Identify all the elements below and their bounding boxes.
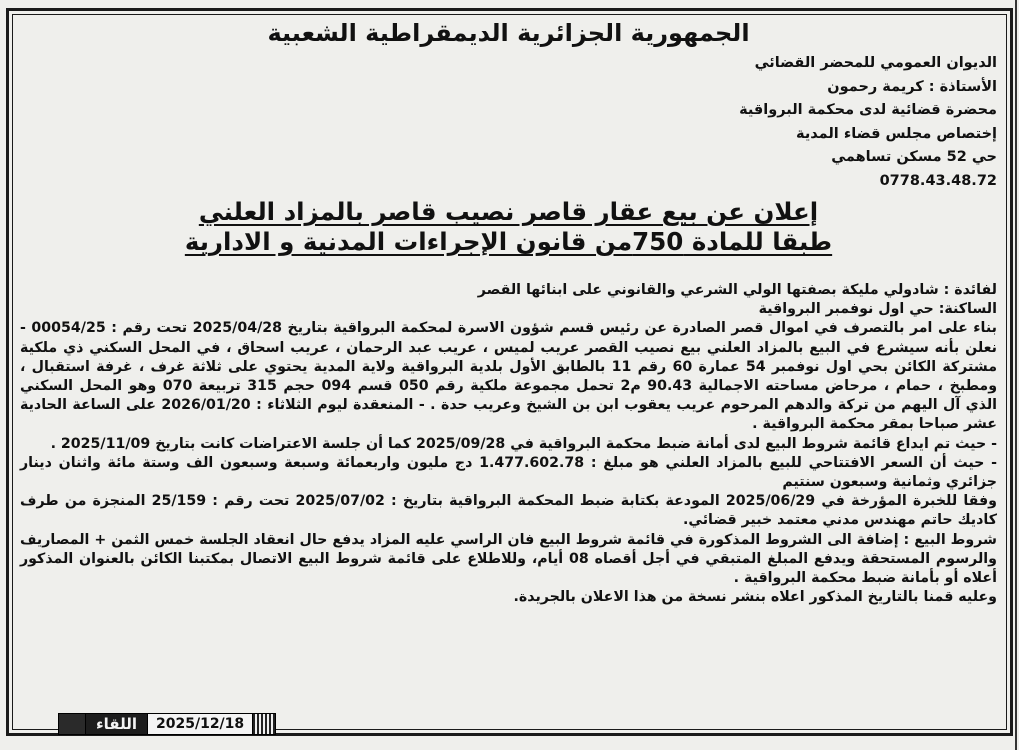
conditions-deposit-paragraph: - حيث تم ايداع قائمة شروط البيع لدى أمانة ضبط محكمة البرواقية في 2025/09/28 كما أن جلسة الاعتراضات كانت بتاريخ 2025/11/09 . — [50, 435, 997, 452]
office-name: الديوان العمومي للمحضر القضائي — [754, 55, 997, 71]
sale-order-paragraph: بناء على امر بالتصرف في اموال قصر الصادرة عن رئيس قسم شؤون الاسرة لمحكمة البرواقية بتاريخ 2025/04/28 تحت رقم : 00054/25 - نعلن بأنه سيشرع في البيع بالمزاد العلني بيع نصيب القصر عريب لميس ، عريب عبد الرحمان ، عريب اسحاق ، في المحل السكني ذي ملكية مشتركة الكائن بحي اول نوفمبر 54 عمارة 60 رقم 11 بالطابق الأول بلدية البرواقية ولاية المدية يحتوي على ثلاثة غرف ، غرفة استقبال ، ومطبخ ، حمام ، مرحاض مساحته الاجمالية 90.43 م2 تحمل مجموعة ملكية رقم 050 قسم 094 حجم 315 تربيعة 070 وهو المحل السكني الذي آل اليهم من تركة والدهم المرحوم عريب يعقوب ابن بن الشيخ وعريب حدة . - المنعقدة ليوم الثلاثاء : 2026/01/20 على الساعة الحادية عشر صباحا بمقر محكمة البرواقية . — [20, 320, 998, 433]
jurisdiction: إختصاص مجلس قضاء المدية — [796, 125, 997, 142]
residence-line: الساكنة: حي اول نوفمبر البرواقية — [758, 301, 997, 318]
publication-date: 2025/12/18 — [148, 713, 253, 735]
newspaper-name: اللقاء — [85, 713, 148, 735]
notice-title-line1: إعلان عن بيع عقار قاصر نصيب قاصر بالمزاد العلني — [198, 197, 819, 226]
office-address: حي 52 مسكن تساهمي — [831, 149, 997, 165]
opening-price-paragraph: - حيث أن السعر الافتتاحي للبيع بالمزاد العلني هو مبلغ : 1.477.602.78 دج مليون واربعمائة وسبعة وسبعون الف وستة مائة واثنان دينار جزائري وثمانية وسبعون سنتيم — [20, 454, 997, 491]
footer-decor-stripes — [253, 713, 276, 735]
notice-body — [20, 281, 997, 607]
court-name: محضرة قضائية لدى محكمة البرواقية — [739, 102, 997, 118]
republic-title: الجمهورية الجزائرية الديمقراطية الشعبية — [267, 19, 750, 47]
phone-number: 0778.43.48.72 — [879, 172, 997, 189]
expertise-paragraph: وفقا للخبرة المؤرخة في 2025/06/29 المودعة بكتابة ضبط المحكمة البرواقية بتاريخ : 2025/07/02 تحت رقم : 25/159 المنجزة من طرف كاديك حاتم مهندس مدني معتمد خبير قضائي. — [20, 493, 997, 529]
newspaper-footer — [58, 713, 276, 735]
page-edge-line — [1015, 0, 1017, 750]
notice-title-line2: طبقا للمادة 750من قانون الإجراءات المدنية و الادارية — [184, 227, 833, 256]
announcement — [20, 18, 997, 607]
footer-decor-block — [58, 713, 85, 735]
publication-paragraph: وعليه قمنا بالتاريخ المذكور اعلاه بنشر نسخة من هذا الاعلان بالجريدة. — [513, 589, 997, 606]
bailiff-name: الأستاذة : كريمة رحمون — [827, 78, 997, 95]
beneficiary-line: لفائدة : شادولي مليكة بصفتها الولي الشرعي والقانوني على ابنائها القصر — [477, 282, 997, 298]
sale-conditions-paragraph: شروط البيع : إضافة الى الشروط المذكورة في قائمة شروط البيع فان الراسي عليه المزاد يدفع حال انعقاد الجلسة خمس الثمن + المصاريف والرسوم المستحقة ويدفع المبلغ المتبقي في أجل أقصاه 08 أيام، وللاطلاع على قائمة شروط البيع الاتصال بمكتبنا الكائن بالعنوان المذكور أعلاه أو بأمانة ضبط محكمة البرواقية . — [20, 531, 997, 587]
